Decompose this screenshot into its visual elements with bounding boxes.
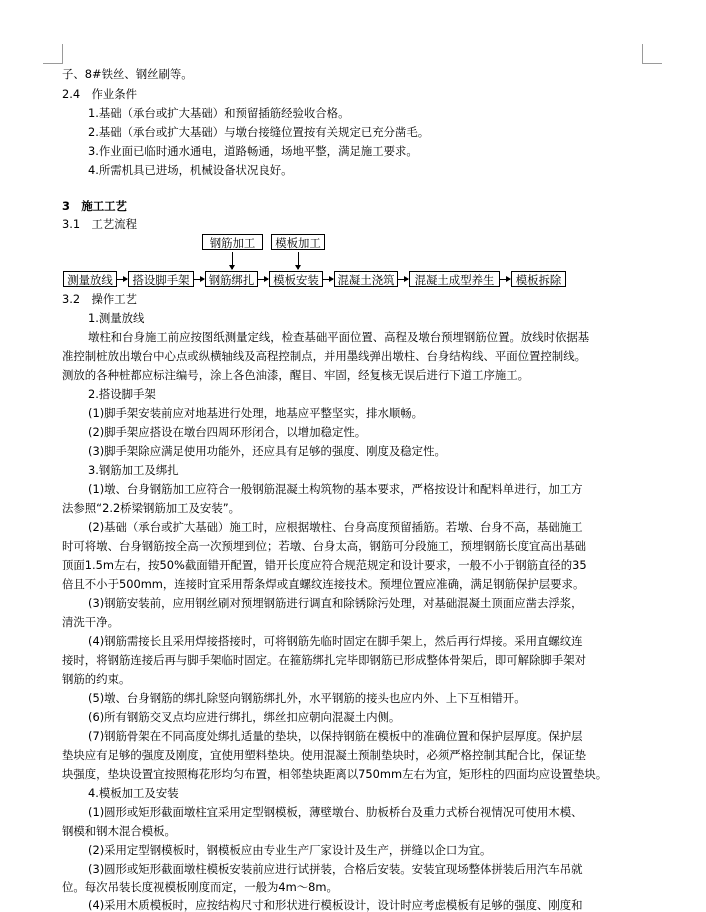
step-title-4: 4.模板加工及安装: [88, 786, 179, 800]
paragraph-line: 垫块应有足够的强度及刚度，宜使用塑料垫块。使用混凝土预制垫块时，必须严格控制其配合比，保证垫: [62, 748, 586, 762]
paragraph-line: (6)所有钢筋交叉点均应进行绑扎，绑丝扣应朝向混凝土内侧。: [88, 710, 401, 724]
chapter-heading-3: 3 施工工艺: [62, 199, 127, 213]
paragraph-line: 钢模和钢木混合模板。: [62, 824, 176, 838]
flow-arrow-4: [323, 279, 333, 280]
paragraph-line: (1)墩、台身钢筋加工应符合一般钢筋混凝土构筑物的基本要求，严格按设计和配料单进行，加工方: [88, 482, 583, 496]
flow-arrow-down-2: [298, 252, 299, 269]
condition-item-2: 2.基础（承台或扩大基础）与墩台接缝位置按有关规定已充分凿毛。: [88, 125, 430, 139]
flow-arrow-5: [398, 279, 408, 280]
section-heading-3-2: 3.2 操作工艺: [62, 292, 138, 306]
paragraph-line: 位。每次吊装长度视模板刚度而定，一般为4m～8m。: [62, 880, 338, 894]
paragraph-line: (3)钢筋安装前，应用钢丝刷对预埋钢筋进行调直和除锈除污处理，对基础混凝土顶面应凿去浮浆，: [88, 596, 583, 610]
paragraph-line: (5)墩、台身钢筋的绑扎除竖向钢筋绑扎外，水平钢筋的接头也应内外、上下互相错开。: [88, 691, 526, 705]
flow-step-2: 搭设脚手架: [128, 271, 194, 287]
section-heading-2-4: 2.4 作业条件: [62, 87, 138, 101]
section-heading-3-1: 3.1 工艺流程: [62, 217, 138, 231]
paragraph-line: (1)脚手架安装前应对地基进行处理，地基应平整坚实，排水顺畅。: [88, 406, 424, 420]
flow-step-3: 钢筋绑扎: [205, 271, 258, 287]
text-line: 子、8#铁丝、钢丝刷等。: [62, 67, 193, 81]
step-title-1: 1.测量放线: [88, 311, 145, 325]
flow-step-4: 模板安装: [269, 271, 323, 287]
flow-arrow-1: [117, 279, 127, 280]
flow-box-rebar-processing: 钢筋加工: [202, 234, 263, 250]
flow-arrow-down-1: [232, 252, 233, 269]
paragraph-line: 测放的各种桩都应标注编号，涂上各色油漆，醒目、牢固，经复核无误后进行下道工序施工。: [62, 368, 530, 382]
paragraph-line: 墩柱和台身施工前应按图纸测量定线，检查基础平面位置、高程及墩台预埋钢筋位置。放线时依据基: [88, 330, 590, 344]
condition-item-1: 1.基础（承台或扩大基础）和预留插筋经验收合格。: [88, 106, 350, 120]
flow-arrow-6: [500, 279, 510, 280]
flow-step-7: 模板拆除: [511, 271, 566, 287]
flow-arrow-2: [194, 279, 204, 280]
condition-item-3: 3.作业面已临时通水通电，道路畅通，场地平整，满足施工要求。: [88, 144, 418, 158]
paragraph-line: 法参照“2.2桥梁钢筋加工及安装”。: [62, 501, 240, 515]
paragraph-line: (2)脚手架应搭设在墩台四周环形闭合，以增加稳定性。: [88, 425, 367, 439]
paragraph-line: (2)基础（承台或扩大基础）施工时，应根据墩柱、台身高度预留插筋。若墩、台身不高，基础施工: [88, 520, 583, 534]
paragraph-line: 清洗干净。: [62, 615, 119, 629]
paragraph-line: (1)圆形或矩形截面墩柱宜采用定型钢模板，薄壁墩台、肋板桥台及重力式桥台视情况可使用木模、: [88, 805, 583, 819]
flow-step-5: 混凝土浇筑: [334, 271, 398, 287]
paragraph-line: (3)圆形或矩形截面墩柱模板安装前应进行试拼装，合格后安装。安装宜现场整体拼装后用汽车吊就: [88, 862, 583, 876]
paragraph-line: (2)采用定型钢模板时，钢模板应由专业生产厂家设计及生产，拼缝以企口为宜。: [88, 843, 492, 857]
paragraph-line: 顶面1.5m左右，按50%截面错开配置，错开长度应符合规范规定和设计要求，一般不小于钢筋直径的35: [62, 558, 587, 572]
paragraph-line: (3)脚手架除应满足使用功能外，还应具有足够的强度、刚度及稳定性。: [88, 444, 446, 458]
paragraph-line: 接时，将钢筋连接后再与脚手架临时固定。在箍筋绑扎完毕即钢筋已形成整体骨架后，即可解除脚手架对: [62, 653, 586, 667]
process-flow-diagram: [0, 0, 706, 300]
paragraph-line: 时可将墩、台身钢筋按全高一次预埋到位；若墩、台身太高，钢筋可分段施工，预埋钢筋长度宜高出基础: [62, 539, 586, 553]
flow-step-1: 测量放线: [63, 271, 117, 287]
paragraph-line: 钢筋的约束。: [62, 672, 131, 686]
paragraph-line: (4)钢筋需接长且采用焊接搭接时，可将钢筋先临时固定在脚手架上，然后再行焊接。采用直螺纹连: [88, 634, 583, 648]
paragraph-line: (4)采用木质模板时，应按结构尺寸和形状进行模板设计，设计时应考虑模板有足够的强度、刚度和: [88, 898, 583, 912]
paragraph-line: 准控制桩放出墩台中心点或纵横轴线及高程控制点，并用墨线弹出墩柱、台身结构线、平面位置控制线。: [62, 349, 586, 363]
flow-arrow-3: [258, 279, 268, 280]
step-title-2: 2.搭设脚手架: [88, 387, 156, 401]
flow-box-formwork-processing: 模板加工: [271, 234, 325, 250]
paragraph-line: 块强度，垫块设置宜按照梅花形均匀布置，相邻垫块距离以750mm左右为宜，矩形柱的四面均应设置垫块。: [62, 767, 608, 781]
paragraph-line: (7)钢筋骨架在不同高度处绑扎适量的垫块，以保持钢筋在模板中的准确位置和保护层厚度。保护层: [88, 729, 583, 743]
step-title-3: 3.钢筋加工及绑扎: [88, 463, 179, 477]
flow-step-6: 混凝土成型养生: [409, 271, 500, 287]
condition-item-4: 4.所需机具已进场，机械设备状况良好。: [88, 163, 293, 177]
paragraph-line: 倍且不小于500mm，连接时宜采用帮条焊或直螺纹连接技术。预埋位置应准确，满足钢筋保护层要求。: [62, 577, 585, 591]
